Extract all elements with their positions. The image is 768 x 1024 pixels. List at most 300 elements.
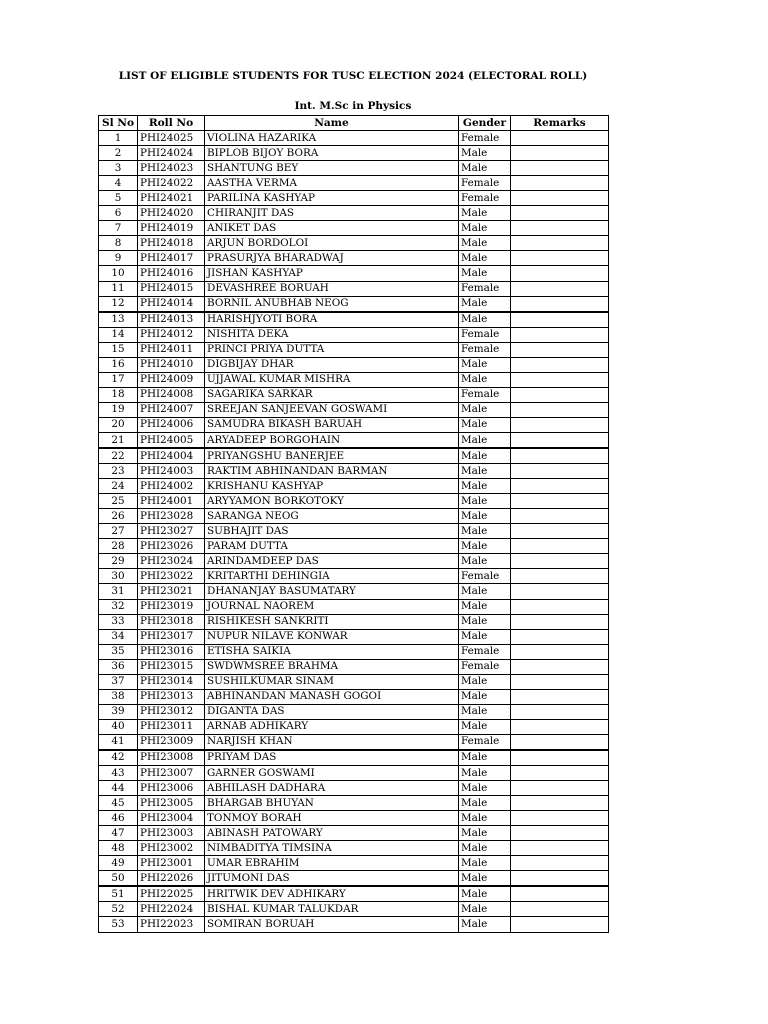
gender-cell: Male (459, 704, 511, 719)
sl-no-cell: 4 (99, 176, 138, 191)
roll-no-cell: PHI24001 (138, 494, 205, 509)
sl-no-cell: 3 (99, 161, 138, 176)
name-cell: PARAM DUTTA (205, 539, 459, 554)
gender-cell: Male (459, 719, 511, 734)
remarks-cell (511, 221, 609, 236)
remarks-cell (511, 554, 609, 569)
name-cell: AASTHA VERMA (205, 176, 459, 191)
gender-cell: Male (459, 750, 511, 766)
roll-no-cell: PHI24016 (138, 266, 205, 281)
sl-no-cell: 23 (99, 464, 138, 479)
name-cell: ABHINANDAN MANASH GOGOI (205, 689, 459, 704)
table-row (99, 584, 609, 599)
table-row (99, 206, 609, 221)
table-row (99, 766, 609, 781)
remarks-cell (511, 191, 609, 206)
roll-no-cell: PHI23011 (138, 719, 205, 734)
table-row (99, 524, 609, 539)
name-cell: PRIYANGSHU BANERJEE (205, 448, 459, 464)
table-row (99, 704, 609, 719)
roll-no-cell: PHI22026 (138, 871, 205, 887)
remarks-cell (511, 131, 609, 146)
header-gender: Gender (459, 116, 511, 131)
remarks-cell (511, 296, 609, 312)
sl-no-cell: 20 (99, 417, 138, 432)
sl-no-cell: 48 (99, 841, 138, 856)
name-cell: SAMUDRA BIKASH BARUAH (205, 417, 459, 432)
name-cell: ABHILASH DADHARA (205, 781, 459, 796)
name-cell: BIPLOB BIJOY BORA (205, 146, 459, 161)
remarks-cell (511, 644, 609, 659)
sl-no-cell: 18 (99, 387, 138, 402)
sl-no-cell: 30 (99, 569, 138, 584)
table-row (99, 614, 609, 629)
sl-no-cell: 41 (99, 734, 138, 750)
sl-no-cell: 17 (99, 372, 138, 387)
roll-no-cell: PHI22023 (138, 917, 205, 932)
page-title: LIST OF ELIGIBLE STUDENTS FOR TUSC ELECTION 2024 (ELECTORAL ROLL) (118, 70, 588, 82)
table-body (99, 131, 609, 932)
gender-cell: Male (459, 539, 511, 554)
gender-cell: Male (459, 554, 511, 569)
gender-cell: Male (459, 796, 511, 811)
table-row (99, 871, 609, 887)
table-row (99, 734, 609, 750)
roll-no-cell: PHI24002 (138, 479, 205, 494)
remarks-cell (511, 161, 609, 176)
roll-no-cell: PHI23004 (138, 811, 205, 826)
name-cell: ARINDAMDEEP DAS (205, 554, 459, 569)
gender-cell: Male (459, 509, 511, 524)
sl-no-cell: 37 (99, 674, 138, 689)
remarks-cell (511, 796, 609, 811)
name-cell: JISHAN KASHYAP (205, 266, 459, 281)
roll-no-cell: PHI24025 (138, 131, 205, 146)
roll-no-cell: PHI24023 (138, 161, 205, 176)
gender-cell: Male (459, 146, 511, 161)
sl-no-cell: 22 (99, 448, 138, 464)
remarks-cell (511, 689, 609, 704)
roll-no-cell: PHI24004 (138, 448, 205, 464)
name-cell: SHANTUNG BEY (205, 161, 459, 176)
roll-no-cell: PHI23013 (138, 689, 205, 704)
gender-cell: Male (459, 766, 511, 781)
gender-cell: Female (459, 342, 511, 357)
name-cell: NUPUR NILAVE KONWAR (205, 629, 459, 644)
gender-cell: Female (459, 176, 511, 191)
remarks-cell (511, 871, 609, 887)
gender-cell: Male (459, 432, 511, 448)
sl-no-cell: 53 (99, 917, 138, 932)
gender-cell: Female (459, 281, 511, 296)
gender-cell: Female (459, 131, 511, 146)
sl-no-cell: 1 (99, 131, 138, 146)
roll-no-cell: PHI23015 (138, 659, 205, 674)
roll-no-cell: PHI24017 (138, 251, 205, 266)
remarks-cell (511, 841, 609, 856)
header-name: Name (205, 116, 459, 131)
roll-no-cell: PHI23001 (138, 856, 205, 871)
sl-no-cell: 27 (99, 524, 138, 539)
name-cell: BHARGAB BHUYAN (205, 796, 459, 811)
remarks-cell (511, 509, 609, 524)
roll-no-cell: PHI23021 (138, 584, 205, 599)
name-cell: SAGARIKA SARKAR (205, 387, 459, 402)
sl-no-cell: 13 (99, 312, 138, 328)
table-row (99, 372, 609, 387)
remarks-cell (511, 766, 609, 781)
table-row (99, 479, 609, 494)
roll-no-cell: PHI24007 (138, 402, 205, 417)
sl-no-cell: 9 (99, 251, 138, 266)
roll-no-cell: PHI24021 (138, 191, 205, 206)
roll-no-cell: PHI23027 (138, 524, 205, 539)
remarks-cell (511, 856, 609, 871)
table-row (99, 781, 609, 796)
name-cell: PARILINA KASHYAP (205, 191, 459, 206)
sl-no-cell: 35 (99, 644, 138, 659)
gender-cell: Male (459, 674, 511, 689)
sl-no-cell: 45 (99, 796, 138, 811)
remarks-cell (511, 387, 609, 402)
name-cell: RISHIKESH SANKRITI (205, 614, 459, 629)
table-row (99, 464, 609, 479)
table-row (99, 599, 609, 614)
table-row (99, 719, 609, 734)
sl-no-cell: 2 (99, 146, 138, 161)
name-cell: SUBHAJIT DAS (205, 524, 459, 539)
name-cell: ARYADEEP BORGOHAIN (205, 432, 459, 448)
name-cell: NIMBADITYA TIMSINA (205, 841, 459, 856)
gender-cell: Male (459, 886, 511, 902)
name-cell: VIOLINA HAZARIKA (205, 131, 459, 146)
name-cell: NARJISH KHAN (205, 734, 459, 750)
name-cell: DIGBIJAY DHAR (205, 357, 459, 372)
table-row (99, 674, 609, 689)
sl-no-cell: 31 (99, 584, 138, 599)
name-cell: DHANANJAY BASUMATARY (205, 584, 459, 599)
roll-no-cell: PHI24019 (138, 221, 205, 236)
remarks-cell (511, 402, 609, 417)
gender-cell: Male (459, 161, 511, 176)
gender-cell: Female (459, 569, 511, 584)
remarks-cell (511, 539, 609, 554)
remarks-cell (511, 236, 609, 251)
roll-no-cell: PHI24013 (138, 312, 205, 328)
gender-cell: Male (459, 584, 511, 599)
table-row (99, 131, 609, 146)
roll-no-cell: PHI23024 (138, 554, 205, 569)
roll-no-cell: PHI22024 (138, 902, 205, 917)
sl-no-cell: 46 (99, 811, 138, 826)
remarks-cell (511, 327, 609, 342)
remarks-cell (511, 417, 609, 432)
sl-no-cell: 40 (99, 719, 138, 734)
gender-cell: Male (459, 841, 511, 856)
table-row (99, 539, 609, 554)
gender-cell: Female (459, 387, 511, 402)
remarks-cell (511, 146, 609, 161)
remarks-cell (511, 357, 609, 372)
remarks-cell (511, 826, 609, 841)
name-cell: NISHITA DEKA (205, 327, 459, 342)
gender-cell: Male (459, 402, 511, 417)
roll-no-cell: PHI24003 (138, 464, 205, 479)
gender-cell: Female (459, 327, 511, 342)
gender-cell: Female (459, 191, 511, 206)
table-row (99, 886, 609, 902)
table-row (99, 312, 609, 328)
remarks-cell (511, 479, 609, 494)
sl-no-cell: 42 (99, 750, 138, 766)
sl-no-cell: 50 (99, 871, 138, 887)
sl-no-cell: 28 (99, 539, 138, 554)
name-cell: SREEJAN SANJEEVAN GOSWAMI (205, 402, 459, 417)
gender-cell: Male (459, 494, 511, 509)
remarks-cell (511, 281, 609, 296)
remarks-cell (511, 704, 609, 719)
remarks-cell (511, 902, 609, 917)
table-row (99, 236, 609, 251)
gender-cell: Male (459, 856, 511, 871)
remarks-cell (511, 734, 609, 750)
gender-cell: Male (459, 917, 511, 932)
gender-cell: Male (459, 372, 511, 387)
sl-no-cell: 19 (99, 402, 138, 417)
table-row (99, 554, 609, 569)
remarks-cell (511, 719, 609, 734)
roll-no-cell: PHI23002 (138, 841, 205, 856)
table-row (99, 841, 609, 856)
roll-no-cell: PHI23017 (138, 629, 205, 644)
table-row (99, 387, 609, 402)
table-row (99, 796, 609, 811)
table-row (99, 917, 609, 932)
name-cell: ABINASH PATOWARY (205, 826, 459, 841)
sl-no-cell: 38 (99, 689, 138, 704)
name-cell: ARJUN BORDOLOI (205, 236, 459, 251)
name-cell: PRIYAM DAS (205, 750, 459, 766)
sl-no-cell: 44 (99, 781, 138, 796)
remarks-cell (511, 659, 609, 674)
sl-no-cell: 7 (99, 221, 138, 236)
sl-no-cell: 6 (99, 206, 138, 221)
sl-no-cell: 15 (99, 342, 138, 357)
table-row (99, 659, 609, 674)
remarks-cell (511, 614, 609, 629)
name-cell: KRISHANU KASHYAP (205, 479, 459, 494)
remarks-cell (511, 342, 609, 357)
gender-cell: Male (459, 629, 511, 644)
gender-cell: Male (459, 826, 511, 841)
header-sl-no: Sl No (99, 116, 138, 131)
gender-cell: Male (459, 236, 511, 251)
gender-cell: Male (459, 312, 511, 328)
name-cell: PRASURJYA BHARADWAJ (205, 251, 459, 266)
sl-no-cell: 5 (99, 191, 138, 206)
sl-no-cell: 43 (99, 766, 138, 781)
roll-no-cell: PHI23003 (138, 826, 205, 841)
name-cell: BORNIL ANUBHAB NEOG (205, 296, 459, 312)
table-row (99, 509, 609, 524)
sl-no-cell: 32 (99, 599, 138, 614)
name-cell: UMAR EBRAHIM (205, 856, 459, 871)
sl-no-cell: 51 (99, 886, 138, 902)
table-row (99, 327, 609, 342)
sl-no-cell: 34 (99, 629, 138, 644)
remarks-cell (511, 629, 609, 644)
gender-cell: Male (459, 871, 511, 887)
roll-no-cell: PHI24020 (138, 206, 205, 221)
name-cell: SOMIRAN BORUAH (205, 917, 459, 932)
table-row (99, 448, 609, 464)
name-cell: DIGANTA DAS (205, 704, 459, 719)
roll-no-cell: PHI24014 (138, 296, 205, 312)
name-cell: SWDWMSREE BRAHMA (205, 659, 459, 674)
table-row (99, 296, 609, 312)
gender-cell: Male (459, 902, 511, 917)
table-row (99, 357, 609, 372)
roll-no-cell: PHI23006 (138, 781, 205, 796)
roll-no-cell: PHI23022 (138, 569, 205, 584)
sl-no-cell: 21 (99, 432, 138, 448)
sl-no-cell: 36 (99, 659, 138, 674)
remarks-cell (511, 917, 609, 932)
table-row (99, 417, 609, 432)
name-cell: ARNAB ADHIKARY (205, 719, 459, 734)
sl-no-cell: 16 (99, 357, 138, 372)
table-row (99, 644, 609, 659)
sl-no-cell: 47 (99, 826, 138, 841)
remarks-cell (511, 372, 609, 387)
roll-no-cell: PHI24006 (138, 417, 205, 432)
remarks-cell (511, 584, 609, 599)
name-cell: DEVASHREE BORUAH (205, 281, 459, 296)
table-row (99, 402, 609, 417)
remarks-cell (511, 312, 609, 328)
sl-no-cell: 25 (99, 494, 138, 509)
name-cell: GARNER GOSWAMI (205, 766, 459, 781)
remarks-cell (511, 781, 609, 796)
gender-cell: Male (459, 524, 511, 539)
roll-no-cell: PHI24018 (138, 236, 205, 251)
table-row (99, 811, 609, 826)
remarks-cell (511, 524, 609, 539)
gender-cell: Male (459, 266, 511, 281)
gender-cell: Male (459, 479, 511, 494)
roll-no-cell: PHI23026 (138, 539, 205, 554)
remarks-cell (511, 448, 609, 464)
sl-no-cell: 26 (99, 509, 138, 524)
gender-cell: Female (459, 659, 511, 674)
roll-no-cell: PHI24012 (138, 327, 205, 342)
name-cell: ARYYAMON BORKOTOKY (205, 494, 459, 509)
sl-no-cell: 11 (99, 281, 138, 296)
roll-no-cell: PHI23016 (138, 644, 205, 659)
table-row (99, 569, 609, 584)
remarks-cell (511, 464, 609, 479)
name-cell: TONMOY BORAH (205, 811, 459, 826)
gender-cell: Male (459, 251, 511, 266)
sl-no-cell: 49 (99, 856, 138, 871)
gender-cell: Male (459, 417, 511, 432)
roll-no-cell: PHI23007 (138, 766, 205, 781)
remarks-cell (511, 494, 609, 509)
gender-cell: Male (459, 599, 511, 614)
table-row (99, 221, 609, 236)
roll-no-cell: PHI23012 (138, 704, 205, 719)
table-row (99, 281, 609, 296)
table-header-row (99, 116, 609, 131)
sl-no-cell: 29 (99, 554, 138, 569)
roll-no-cell: PHI24005 (138, 432, 205, 448)
gender-cell: Male (459, 689, 511, 704)
gender-cell: Male (459, 614, 511, 629)
name-cell: HRITWIK DEV ADHIKARY (205, 886, 459, 902)
remarks-cell (511, 176, 609, 191)
sl-no-cell: 52 (99, 902, 138, 917)
name-cell: JITUMONI DAS (205, 871, 459, 887)
sl-no-cell: 10 (99, 266, 138, 281)
remarks-cell (511, 886, 609, 902)
roll-no-cell: PHI22025 (138, 886, 205, 902)
sl-no-cell: 14 (99, 327, 138, 342)
sl-no-cell: 39 (99, 704, 138, 719)
name-cell: KRITARTHI DEHINGIA (205, 569, 459, 584)
page-subtitle: Int. M.Sc in Physics (294, 100, 412, 112)
remarks-cell (511, 432, 609, 448)
sl-no-cell: 24 (99, 479, 138, 494)
remarks-cell (511, 251, 609, 266)
name-cell: JOURNAL NAOREM (205, 599, 459, 614)
name-cell: HARISHJYOTI BORA (205, 312, 459, 328)
table-row (99, 750, 609, 766)
header-remarks: Remarks (511, 116, 609, 131)
roll-no-cell: PHI24024 (138, 146, 205, 161)
roll-no-cell: PHI24008 (138, 387, 205, 402)
remarks-cell (511, 206, 609, 221)
roll-no-cell: PHI23028 (138, 509, 205, 524)
table-row (99, 191, 609, 206)
name-cell: RAKTIM ABHINANDAN BARMAN (205, 464, 459, 479)
gender-cell: Male (459, 357, 511, 372)
gender-cell: Female (459, 734, 511, 750)
table-row (99, 629, 609, 644)
sl-no-cell: 12 (99, 296, 138, 312)
gender-cell: Male (459, 448, 511, 464)
remarks-cell (511, 811, 609, 826)
remarks-cell (511, 750, 609, 766)
table-row (99, 251, 609, 266)
remarks-cell (511, 569, 609, 584)
table-row (99, 266, 609, 281)
remarks-cell (511, 674, 609, 689)
name-cell: ANIKET DAS (205, 221, 459, 236)
electoral-roll-table (98, 115, 609, 933)
roll-no-cell: PHI24009 (138, 372, 205, 387)
roll-no-cell: PHI23008 (138, 750, 205, 766)
gender-cell: Male (459, 811, 511, 826)
table-row (99, 146, 609, 161)
gender-cell: Female (459, 644, 511, 659)
header-roll-no: Roll No (138, 116, 205, 131)
roll-no-cell: PHI24011 (138, 342, 205, 357)
roll-no-cell: PHI23005 (138, 796, 205, 811)
remarks-cell (511, 266, 609, 281)
table-row (99, 689, 609, 704)
sl-no-cell: 8 (99, 236, 138, 251)
table-row (99, 176, 609, 191)
